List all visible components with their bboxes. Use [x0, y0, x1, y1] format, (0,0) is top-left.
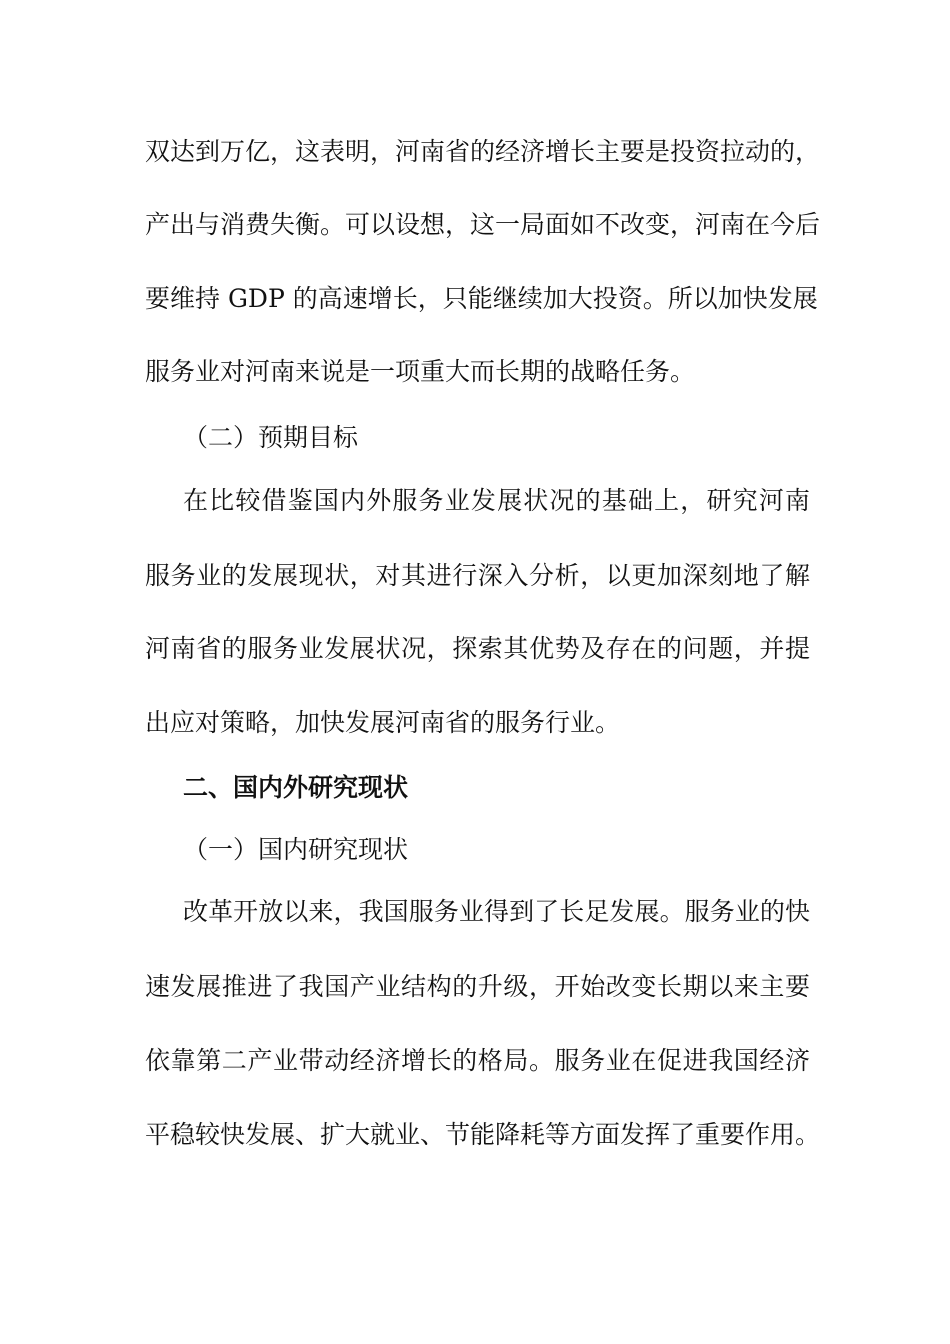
paragraph-line: 服务业的发展现状，对其进行深入分析，以更加深刻地了解 — [145, 561, 810, 590]
paragraph-line: 速发展推进了我国产业结构的升级，开始改变长期以来主要 — [145, 972, 810, 1001]
subheading-expected-goals: （二）预期目标 — [183, 423, 359, 452]
paragraph-line: 服务业对河南来说是一项重大而长期的战略任务。 — [145, 357, 696, 386]
paragraph-line: 出应对策略，加快发展河南省的服务行业。 — [145, 708, 621, 737]
paragraph-line: 河南省的服务业发展状况，探索其优势及存在的问题，并提 — [145, 634, 810, 663]
paragraph-line: 在比较借鉴国内外服务业发展状况的基础上，研究河南 — [183, 486, 810, 515]
paragraph-line: 依靠第二产业带动经济增长的格局。服务业在促进我国经济 — [145, 1046, 810, 1075]
paragraph-line: 平稳较快发展、扩大就业、节能降耗等方面发挥了重要作用。 — [145, 1120, 821, 1149]
subheading-domestic: （一）国内研究现状 — [183, 835, 409, 864]
paragraph-line: 双达到万亿，这表明，河南省的经济增长主要是投资拉动的， — [145, 137, 821, 166]
paragraph-line: 改革开放以来，我国服务业得到了长足发展。服务业的快 — [183, 897, 810, 926]
paragraph-line: 产出与消费失衡。可以设想，这一局面如不改变，河南在今后 — [145, 210, 821, 239]
section-heading: 二、国内外研究现状 — [183, 773, 409, 802]
paragraph-line: 要维持 GDP 的高速增长，只能继续加大投资。所以加快发展 — [145, 284, 818, 313]
